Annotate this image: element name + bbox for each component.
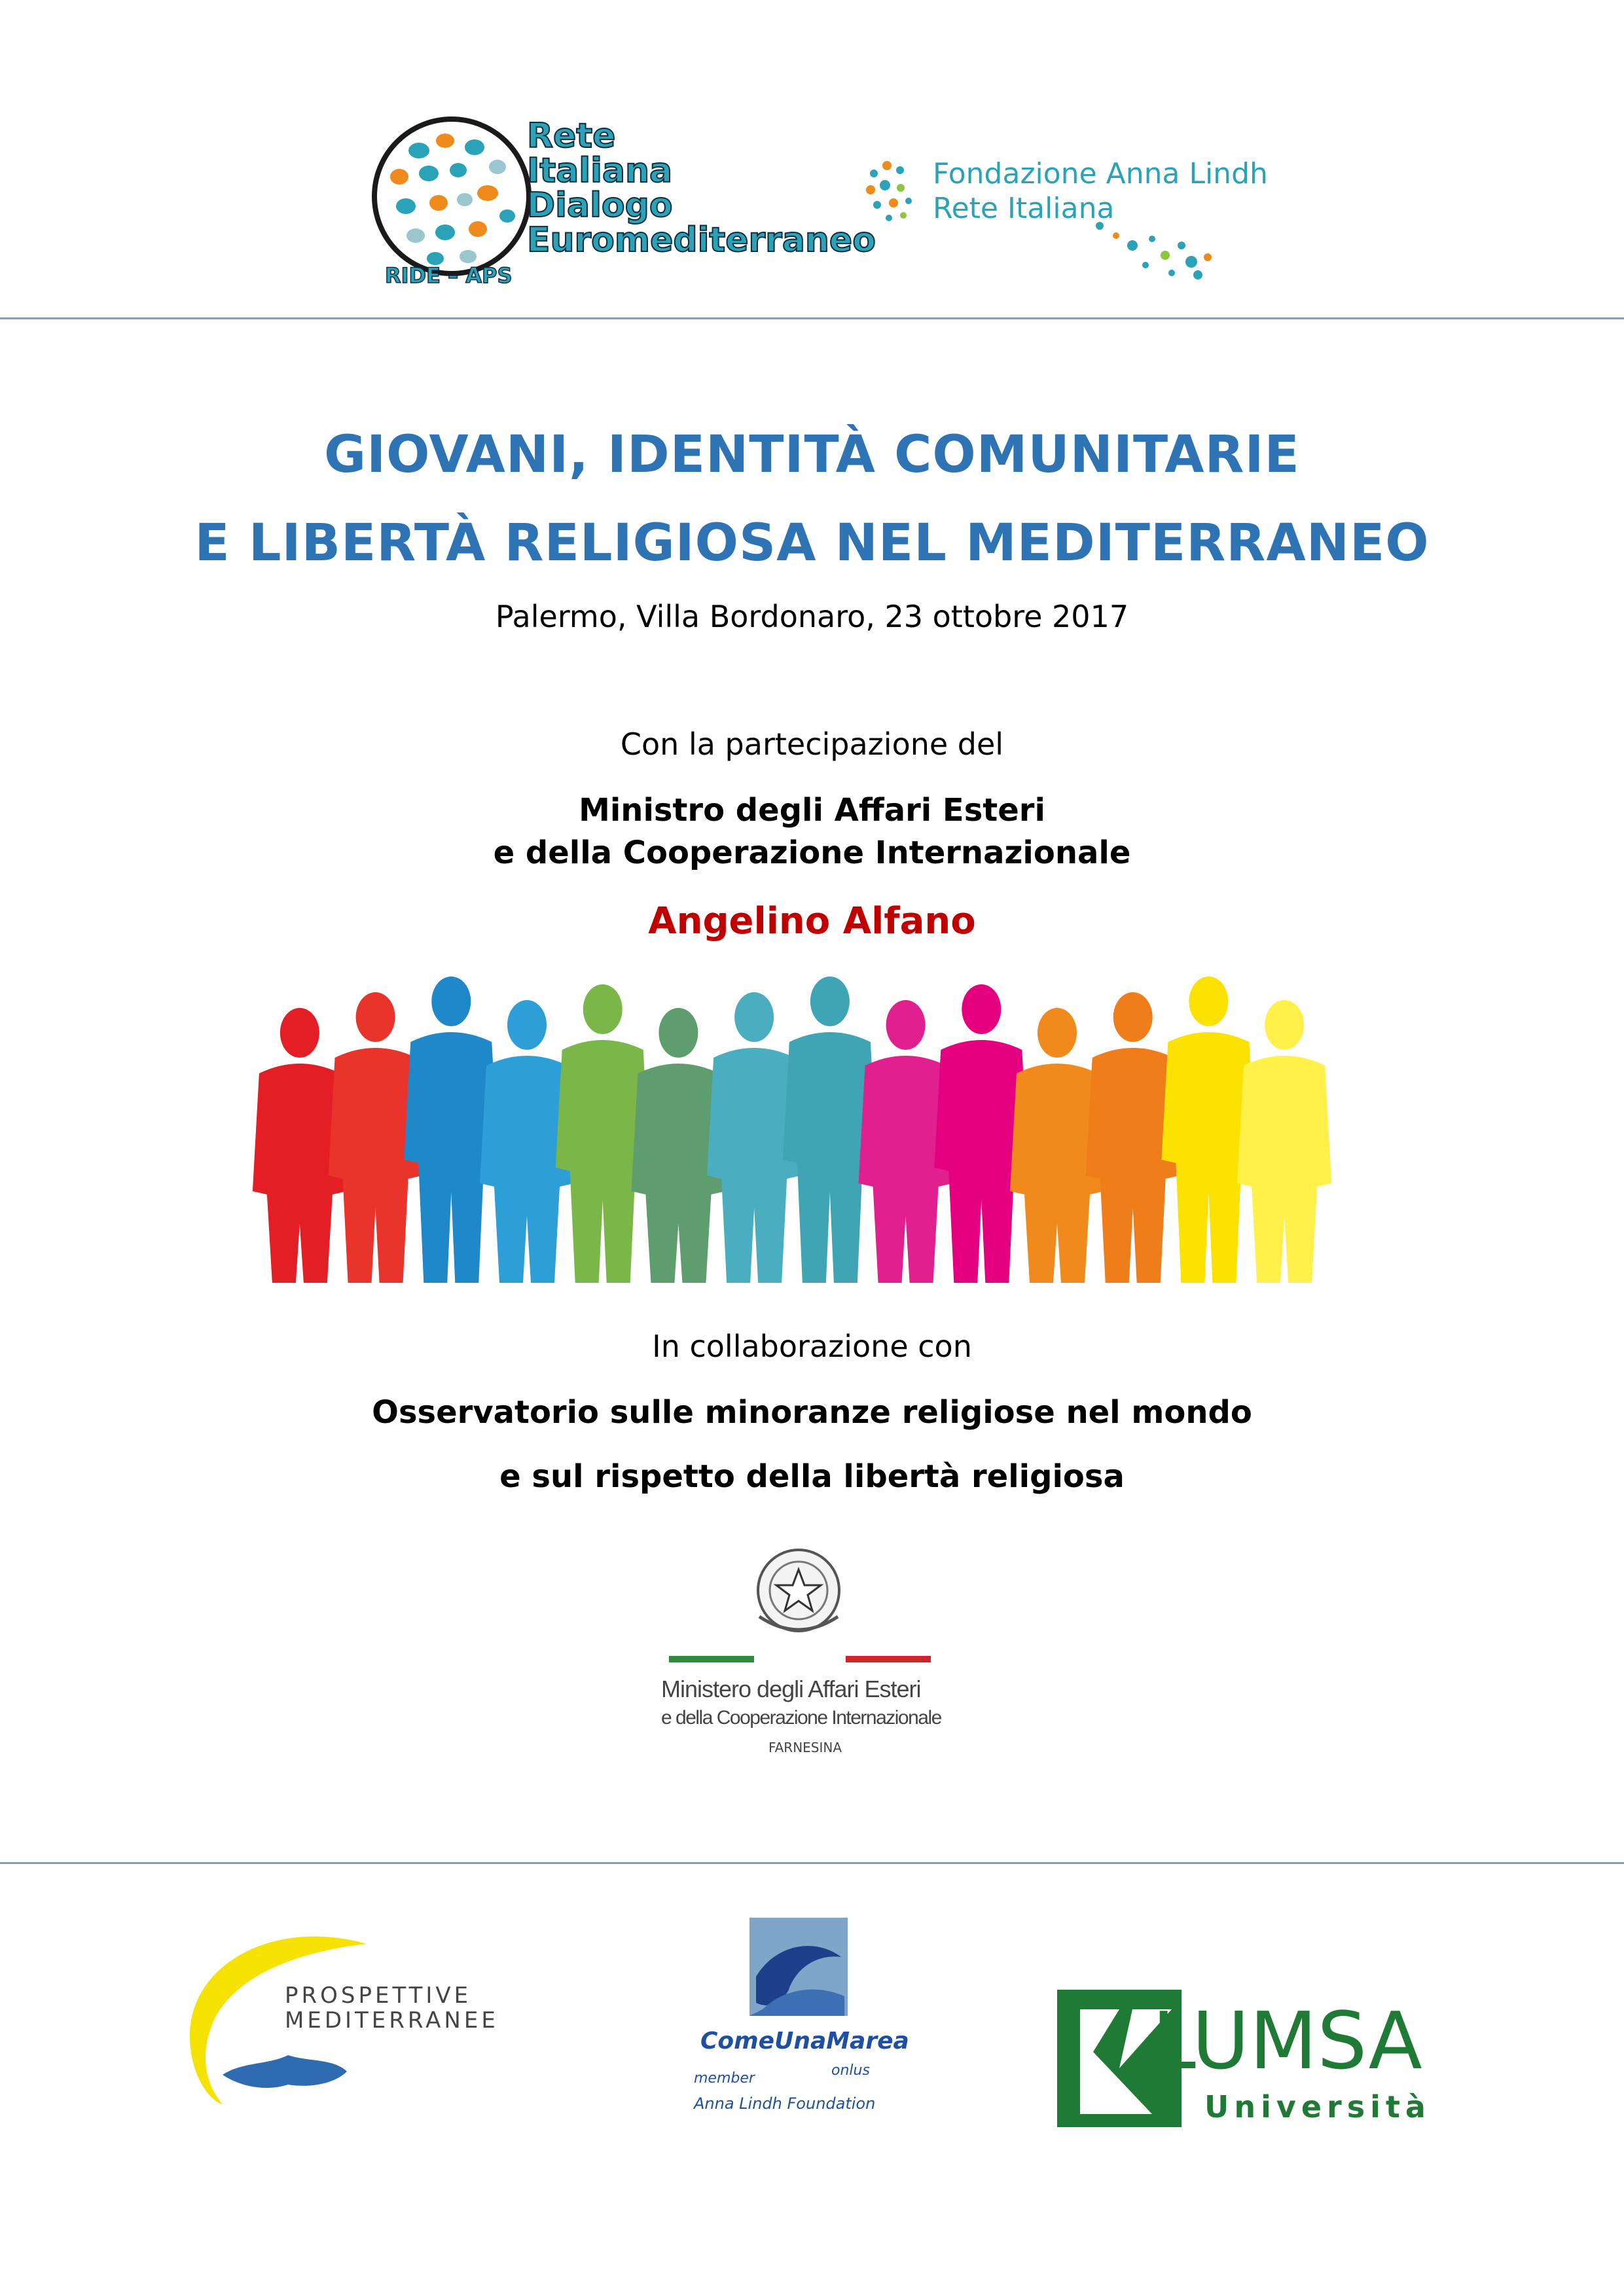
anna-lindh-name: Fondazione Anna Lindh	[933, 157, 1268, 190]
ride-line-2: Italiana	[527, 151, 673, 190]
comeunamarea-wave-icon	[684, 1918, 933, 2127]
comeunamarea-onlus: onlus	[831, 2062, 870, 2079]
ministry-tag: FARNESINA	[768, 1740, 842, 1755]
event-place-date: Palermo, Villa Bordonaro, 23 ottobre 2017	[495, 599, 1129, 634]
anna-lindh-logo	[857, 147, 1268, 285]
event-title-line-1: GIOVANI, IDENTITÀ COMUNITARIE	[324, 425, 1300, 484]
comeunamarea-foundation: Anna Lindh Foundation	[694, 2094, 876, 2113]
participation-intro: Con la partecipazione del	[620, 726, 1004, 762]
collaboration-line-1: Osservatorio sulle minoranze religiose nel mondo	[372, 1394, 1252, 1431]
ride-tag: RIDE – APS	[385, 263, 513, 288]
comeunamarea-name: ComeUnaMarea	[700, 2028, 909, 2054]
top-divider	[0, 317, 1624, 319]
ride-line-1: Rete	[527, 117, 616, 156]
comeunamarea-logo	[684, 1918, 933, 2127]
event-title-line-2: E LIBERTÀ RELIGIOSA NEL MEDITERRANEO	[194, 514, 1430, 573]
person-silhouette	[1237, 1000, 1331, 1283]
prospettive-logo	[177, 1924, 517, 2108]
comeunamarea-member: member	[694, 2070, 755, 2087]
participation-role-line-1: Ministro degli Affari Esteri	[579, 792, 1045, 829]
collaboration-line-2: e sul rispetto della libertà religiosa	[499, 1458, 1125, 1495]
ministry-line-1: Ministero degli Affari Esteri	[661, 1676, 921, 1702]
prospettive-line-1: PROSPETTIVE	[285, 1982, 472, 2009]
participation-name: Angelino Alfano	[648, 900, 976, 942]
ride-dots-icon	[367, 111, 876, 288]
collaboration-intro: In collaborazione con	[652, 1329, 972, 1364]
ride-line-3: Dialogo	[527, 186, 673, 225]
lumsa-name: LUMSA	[1152, 1996, 1422, 2087]
prospettive-line-2: MEDITERRANEE	[285, 2007, 499, 2034]
lumsa-logo	[1054, 1990, 1447, 2134]
participation-role-line-2: e della Cooperazione Internazionale	[493, 834, 1131, 871]
ministry-logo	[661, 1545, 949, 1780]
people-silhouettes-illustration	[262, 969, 1322, 1283]
ministry-line-2: e della Cooperazione Internazionale	[661, 1707, 941, 1729]
lumsa-sub: Università	[1204, 2089, 1431, 2125]
bottom-divider	[0, 1862, 1624, 1864]
people-icon	[262, 969, 1322, 1283]
lumsa-emblem-icon	[1054, 1990, 1447, 2134]
ride-line-4: Euromediterraneo	[527, 221, 876, 260]
prospettive-sun-icon	[177, 1924, 517, 2108]
ride-logo	[367, 111, 876, 288]
anna-lindh-dots-icon	[857, 147, 1268, 285]
anna-lindh-sub: Rete Italiana	[933, 192, 1115, 225]
